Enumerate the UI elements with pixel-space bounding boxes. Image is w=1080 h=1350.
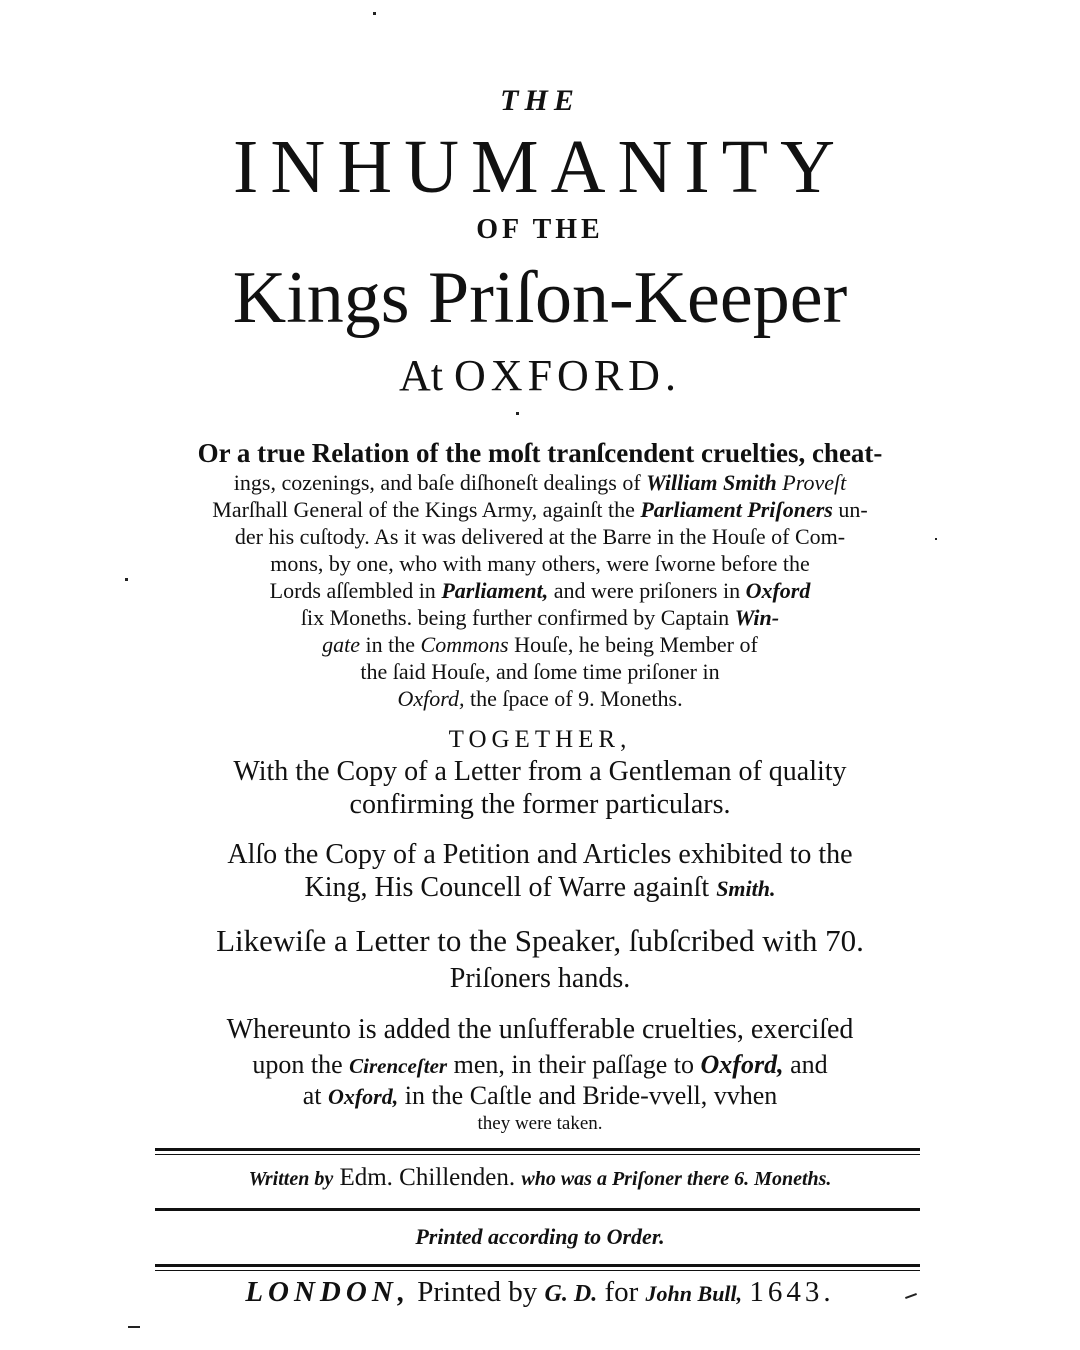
letter-line-2: Priſoners hands. <box>449 963 631 994</box>
provest: Proveſt <box>782 470 847 495</box>
cruelties-text: at <box>302 1081 322 1110</box>
title-at-oxford <box>0 350 1080 401</box>
relation-text: Marſhall General of the Kings Army, againſt the <box>212 497 635 522</box>
scan-speck <box>516 412 519 415</box>
relation-line-6 <box>0 578 1080 604</box>
cirencester: Cirenceſter <box>349 1054 448 1078</box>
relation-text: Houſe, he being Member of <box>514 632 758 657</box>
rule-divider <box>155 1148 920 1151</box>
together-heading: TOGETHER, <box>448 726 632 753</box>
relation-line-4: der his cuſtody. As it was delivered at the Barre in the Houſe of Com- <box>234 524 846 549</box>
relation-text: Lords aſſembled in <box>269 578 436 603</box>
cruelties-text: in the Caſtle and Bride-vvell, vvhen <box>404 1081 778 1110</box>
imprint-printer: G. D. <box>544 1281 598 1307</box>
written-by: Written by <box>248 1168 334 1190</box>
relation-text: un- <box>838 497 868 522</box>
commons: Commons <box>420 632 509 657</box>
relation-line-3 <box>0 497 1080 523</box>
imprint-year: 1643. <box>749 1276 835 1308</box>
title-of-the: OF THE <box>476 214 604 245</box>
cruelties-text: and <box>790 1050 828 1079</box>
win: Win- <box>734 605 780 630</box>
gate: gate <box>322 632 361 657</box>
imprint-bookseller: John Bull, <box>645 1281 743 1306</box>
parliament-prisoners: Parliament Priſoners <box>640 497 833 522</box>
author-note: who was a Priſoner there 6. Moneths. <box>521 1168 832 1190</box>
relation-text: in the <box>365 632 416 657</box>
author-name: Edm. Chillenden. <box>339 1164 516 1191</box>
title-oxford: OXFORD. <box>454 351 681 400</box>
oxford: Oxford, <box>327 1084 399 1109</box>
relation-line-9: the ſaid Houſe, and ſome time priſoner in <box>360 659 720 684</box>
byline <box>0 1164 1080 1192</box>
scan-speck <box>125 578 128 581</box>
scan-speck <box>373 12 376 15</box>
relation-line-10 <box>0 686 1080 712</box>
imprint-text: Printed by <box>417 1276 538 1308</box>
parliament: Parliament, <box>441 578 549 603</box>
letter-line-1: Likewiſe a Letter to the Speaker, ſubſcribed with 70. <box>216 923 864 958</box>
together-line-2: confirming the former particulars. <box>349 789 731 820</box>
scan-speck <box>935 538 937 540</box>
petition-line-1: Alſo the Copy of a Petition and Articles exhibited to the <box>227 839 853 870</box>
petition-text: King, His Councell of Warre againſt <box>304 872 710 903</box>
relation-line-1: Or a true Relation of the moſt tranſcendent cruelties, cheat- <box>197 438 883 468</box>
oxford: Oxford, <box>700 1050 784 1079</box>
relation-line-2 <box>0 470 1080 496</box>
imprint-london: LONDON, <box>245 1276 411 1308</box>
relation-text: ſix Moneths. being further confirmed by Captain <box>300 605 730 630</box>
relation-text: the ſpace of 9. Moneths. <box>469 686 683 711</box>
cruelties-text: upon the <box>252 1050 343 1079</box>
petition-line-2 <box>0 872 1080 904</box>
printed-according-to-order: Printed according to Order. <box>415 1224 665 1249</box>
rule-divider <box>155 1208 920 1211</box>
imprint-text: for <box>604 1276 639 1308</box>
title-kings-prison-keeper: Kings Priſon-Keeper <box>232 257 848 339</box>
relation-line-7 <box>0 605 1080 631</box>
cruelties-text: men, in their paſſage to <box>453 1050 695 1079</box>
imprint <box>0 1276 1080 1309</box>
together-line-1: With the Copy of a Letter from a Gentleman of quality <box>233 756 847 787</box>
rule-divider <box>155 1264 920 1267</box>
relation-line-5: mons, by one, who with many others, were ſworne before the <box>270 551 810 576</box>
cruelties-line-4: they were taken. <box>477 1113 603 1134</box>
cruelties-line-1: Whereunto is added the unſufferable cruelties, exerciſed <box>226 1014 854 1045</box>
scan-speck <box>128 1326 140 1328</box>
relation-text: and were priſoners in <box>553 578 741 603</box>
william-smith: William Smith <box>646 470 777 495</box>
relation-line-8 <box>0 632 1080 658</box>
title-at: At <box>399 351 444 400</box>
oxford: Oxford, <box>397 686 465 711</box>
cruelties-line-3 <box>0 1081 1080 1111</box>
title-inhumanity: INHUMANITY <box>233 125 847 209</box>
title-the: THE <box>500 84 580 117</box>
smith: Smith. <box>716 876 776 901</box>
relation-text: ings, cozenings, and baſe diſhoneſt dealings of <box>233 470 641 495</box>
oxford: Oxford <box>745 578 811 603</box>
cruelties-line-2 <box>0 1050 1080 1080</box>
